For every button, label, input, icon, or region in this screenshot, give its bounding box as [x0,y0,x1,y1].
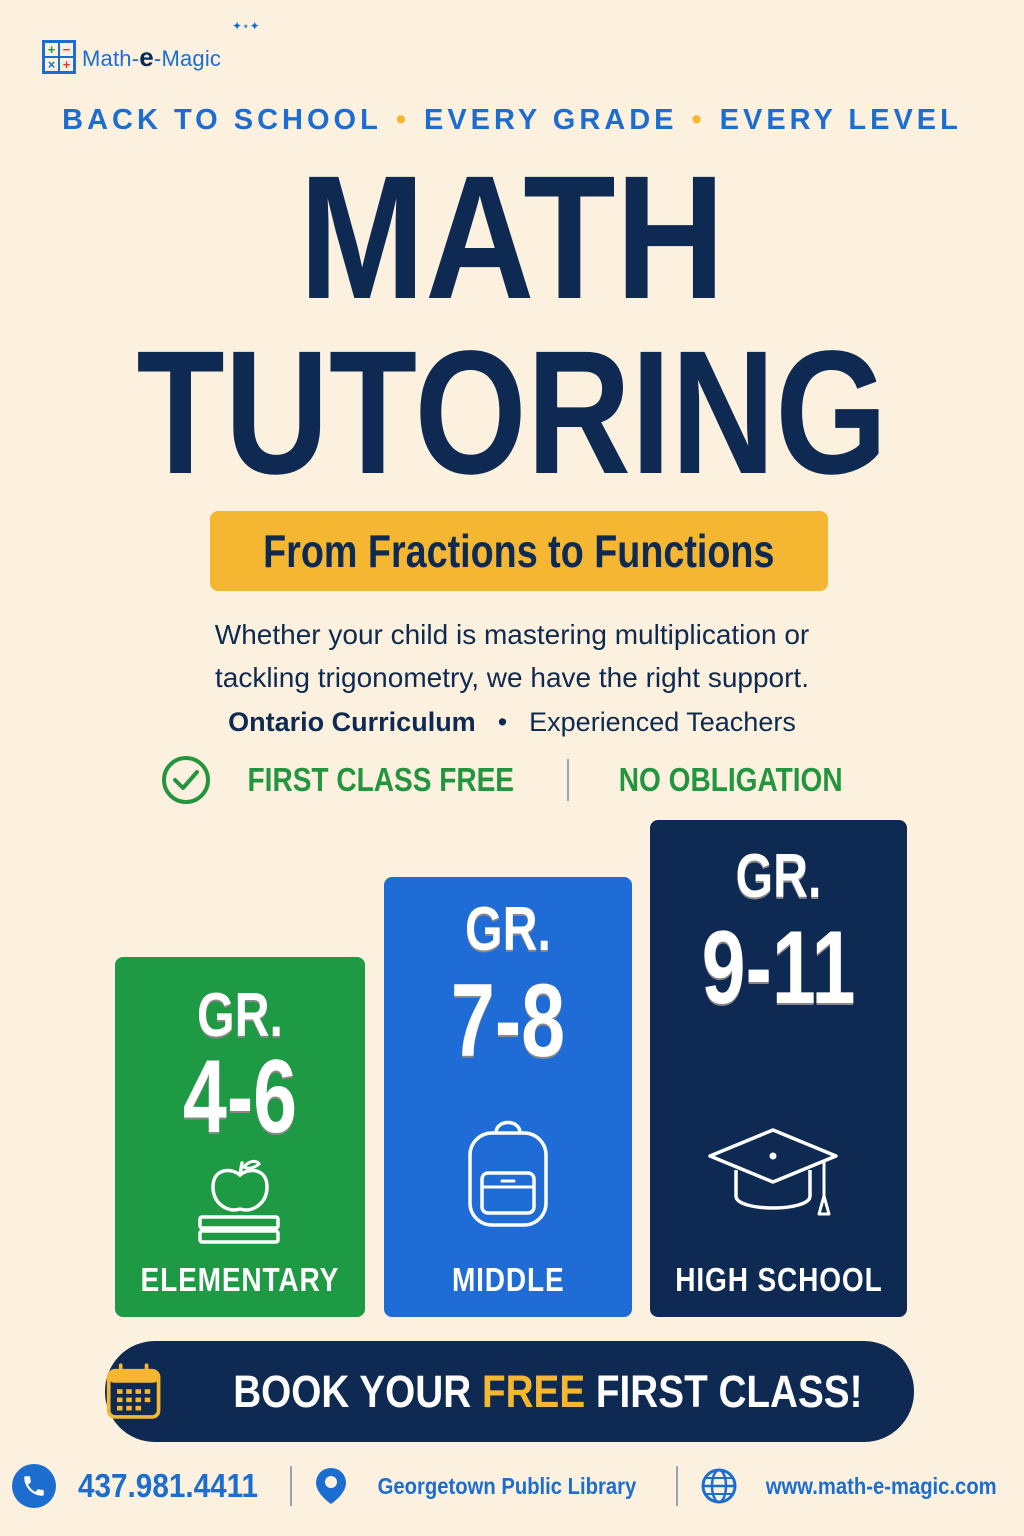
tagline: BACK TO SCHOOL • EVERY GRADE • EVERY LEVEL [62,104,962,136]
calendar-icon [105,1361,162,1423]
features-line: Ontario Curriculum • Experienced Teachers [228,707,796,737]
graduation-cap-icon [706,1126,840,1222]
grade-prefix: GR. [735,842,822,911]
location-pin-icon [314,1466,348,1506]
contact-footer [0,1462,1024,1510]
grade-label: ELEMENTARY [140,1261,340,1298]
checkmark-icon [162,756,210,804]
description: Whether your child is mastering multiplication or tackling trigonometry, we have the right support. [214,619,810,693]
headline-line-2: TUTORING [136,315,888,511]
grade-label: HIGH SCHOOL [674,1261,883,1298]
plus-symbol: + [44,42,59,57]
grade-prefix: GR. [197,981,283,1050]
grade-range: 4-6 [182,1039,298,1155]
offer-no-obligation: NO OBLIGATION [618,761,843,798]
divider [676,1466,678,1506]
phone-icon [12,1464,56,1508]
website-contact[interactable] [700,1467,1012,1505]
offer-line [0,756,1024,804]
grade-range: 7-8 [450,963,566,1079]
brand-logo [42,40,221,74]
book-free-class-button[interactable] [105,1341,914,1442]
website-url: www.math-e-magic.com [765,1472,997,1499]
phone-contact[interactable] [12,1464,268,1508]
backpack-icon [462,1115,554,1231]
minus-symbol: − [59,42,74,57]
grade-range: 9-11 [701,910,856,1026]
divider [290,1466,292,1506]
globe-icon [700,1467,738,1505]
headline-line-1: MATH [299,140,725,336]
grade-card-high-school[interactable] [650,820,907,1317]
sparkle-icon: ✦⋆✦ [232,19,260,33]
apple-books-icon [195,1155,285,1247]
phone-number: 437.981.4411 [77,1467,258,1504]
offer-first-class-free: FIRST CLASS FREE [247,761,514,798]
divider [567,759,569,801]
grade-prefix: GR. [465,895,551,964]
location-name: Georgetown Public Library [377,1472,637,1499]
plus-symbol: + [59,57,74,72]
grade-label: MIDDLE [451,1261,565,1298]
calculator-grid-icon [42,40,76,74]
subtitle-text: From Fractions to Functions [263,525,775,577]
cta-text: BOOK YOUR FREE FIRST CLASS! [233,1365,863,1417]
grade-card-elementary[interactable] [115,957,365,1317]
times-symbol: × [44,57,59,72]
location-contact[interactable] [314,1466,654,1506]
subtitle-banner [210,511,828,591]
grade-card-middle[interactable] [384,877,632,1317]
brand-name: Math-e-Magic [82,41,222,72]
